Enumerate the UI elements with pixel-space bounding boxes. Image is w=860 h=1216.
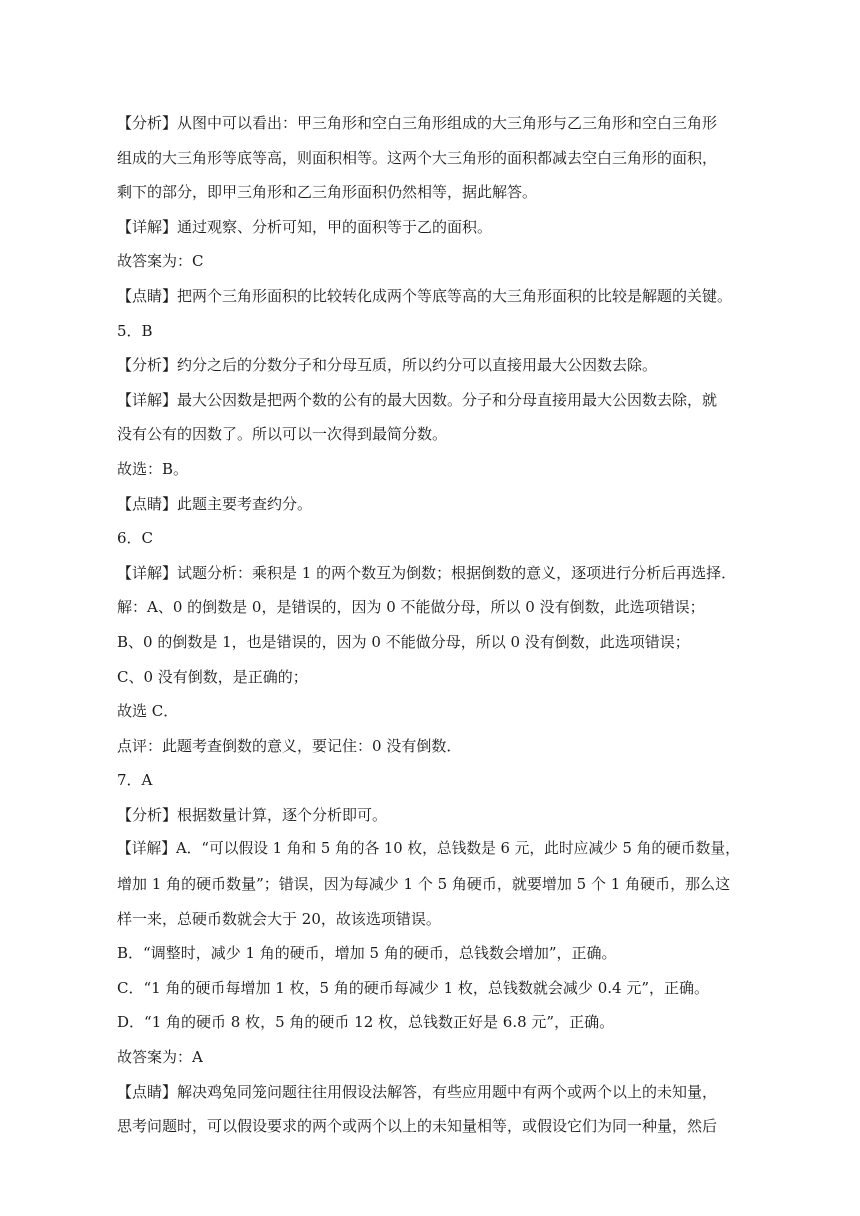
text-line: 思考问题时，可以假设要求的两个或两个以上的未知量相等，或假设它们为同一种量，然后 <box>117 1117 718 1136</box>
question-number: 5．B <box>117 321 153 340</box>
text-line: 【点睛】解决鸡兔同笼问题往往用假设法解答，有些应用题中有两个或两个以上的未知量， <box>117 1082 718 1101</box>
text-line: C．“1 角的硬币每增加 1 枚，5 角的硬币每减少 1 枚，总钱数就会减少 0.4 元”，正确。 <box>117 978 709 997</box>
text-line: C、0 没有倒数，是正确的； <box>117 667 308 686</box>
text-line: 点评：此题考查倒数的意义，要记住：0 没有倒数． <box>117 736 462 755</box>
text-line: 故答案为：A <box>117 1048 203 1067</box>
text-line: 【详解】最大公因数是把两个数的公有的最大因数。分子和分母直接用最大公因数去除，就 <box>117 390 718 409</box>
text-line: 【详解】A．“可以假设 1 角和 5 角的各 10 枚，总钱数是 6 元，此时应减少 5 角的硬币数量， <box>117 840 740 858</box>
text-line: B．“调整时，减少 1 角的硬币，增加 5 角的硬币，总钱数会增加”，正确。 <box>117 944 617 963</box>
text-line: 没有公有的因数了。所以可以一次得到最简分数。 <box>117 425 448 444</box>
text-line: 【点睛】此题主要考查约分。 <box>117 494 313 513</box>
text-line: 【点睛】把两个三角形面积的比较转化成两个等底等高的大三角形面积的比较是解题的关键。 <box>117 286 733 305</box>
text-line: 解：A、0 的倒数是 0，是错误的，因为 0 不能做分母，所以 0 没有倒数，此选项错误； <box>117 598 705 617</box>
text-line: 增加 1 角的硬币数量”；错误，因为每减少 1 个 5 角硬币，就要增加 5 个 1 角硬币，那么这 <box>117 875 731 894</box>
text-line: 【详解】试题分析：乘积是 1 的两个数互为倒数；根据倒数的意义，逐项进行分析后再选择． <box>117 563 737 582</box>
text-line: 故答案为：C <box>117 252 204 271</box>
text-line: 【分析】约分之后的分数分子和分母互质，所以约分可以直接用最大公因数去除。 <box>117 356 658 375</box>
text-line: 故选：B。 <box>117 459 189 478</box>
text-line: 样一来，总硬币数就会大于 20，故该选项错误。 <box>117 909 441 928</box>
text-line: 组成的大三角形等底等高，则面积相等。这两个大三角形的面积都减去空白三角形的面积， <box>117 148 718 167</box>
text-line: 剩下的部分，即甲三角形和乙三角形面积仍然相等，据此解答。 <box>117 183 538 202</box>
text-line: 【分析】从图中可以看出：甲三角形和空白三角形组成的大三角形与乙三角形和空白三角形 <box>117 114 718 132</box>
question-number: 7．A <box>117 771 153 790</box>
question-number: 6．C <box>117 529 154 548</box>
answer-text-body <box>117 106 747 1144</box>
text-line: D．“1 角的硬币 8 枚，5 角的硬币 12 枚，总钱数正好是 6.8 元”，正确。 <box>117 1013 615 1032</box>
text-line: 【分析】根据数量计算，逐个分析即可。 <box>117 805 388 824</box>
text-line: B、0 的倒数是 1，也是错误的，因为 0 不能做分母，所以 0 没有倒数，此选项错误； <box>117 632 690 651</box>
text-line: 故选 C． <box>117 702 179 721</box>
text-line: 【详解】通过观察、分析可知，甲的面积等于乙的面积。 <box>117 217 493 236</box>
